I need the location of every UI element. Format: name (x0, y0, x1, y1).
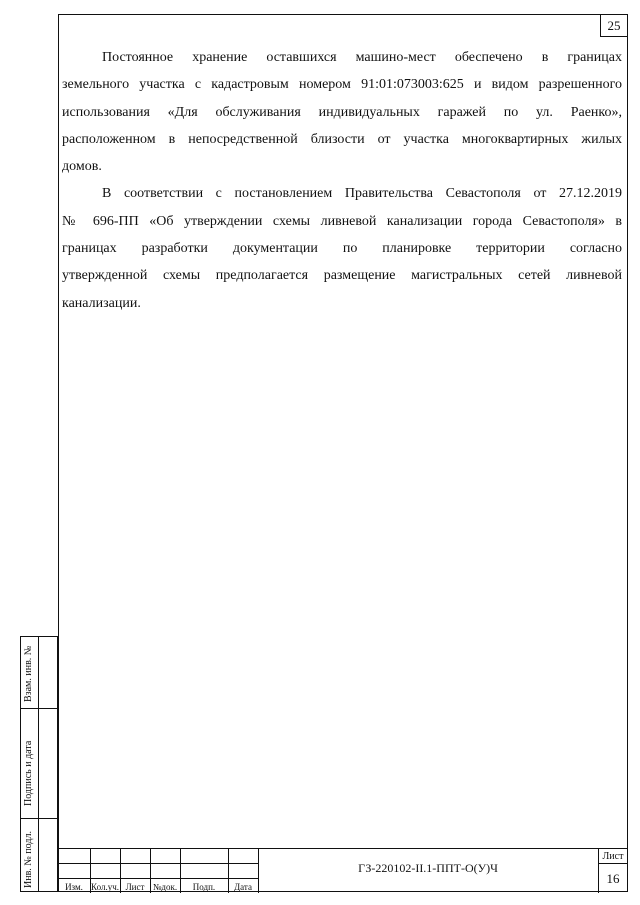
col-ndok-label: №док. (152, 882, 178, 892)
inv-podl-label: Инв. № подл. (23, 831, 34, 888)
title-block (58, 848, 628, 892)
text-line: земельного участка с кадастровым номером 91:01:073003:625 и видом разрешенного (62, 77, 622, 93)
side-stamp-value-column (38, 636, 58, 892)
document-code: ГЗ-220102-II.1-ППТ-О(У)Ч (358, 861, 498, 875)
col-kol-uch-label: Кол.уч. (91, 882, 119, 892)
text-line: Постоянное хранение оставшихся машино-мест обеспечено в границах (102, 50, 622, 65)
col-izm-label: Изм. (65, 882, 83, 892)
podpis-data-label: Подпись и дата (23, 740, 34, 806)
paragraph-1 (62, 44, 622, 180)
text-line: № 696-ПП «Об утверждении схемы ливневой канализации города Севастополя» в (62, 213, 622, 229)
vzam-inv-label: Взам. инв. № (23, 645, 34, 702)
side-stamp-divider (20, 708, 58, 709)
text-line: границах разработки документации по планировке территории согласно (62, 241, 622, 257)
text-line: В соответствии с постановлением Правительства Севастополя от 27.12.2019 (102, 186, 622, 202)
paragraph-2 (62, 180, 622, 316)
col-list-label: Лист (125, 882, 145, 892)
side-stamp (20, 636, 58, 892)
sheet-label: Лист (602, 851, 624, 862)
text-line: канализации. (62, 295, 141, 311)
sheet-divider (598, 863, 628, 864)
col-data-label: Дата (234, 882, 252, 892)
top-page-number-text: 25 (607, 17, 621, 33)
col-podp-label: Подп. (192, 882, 216, 892)
text-line: домов. (62, 159, 102, 175)
side-stamp-divider (20, 818, 58, 819)
document-body (62, 44, 622, 317)
sheet-number: 16 (606, 871, 620, 886)
top-page-number (600, 14, 628, 37)
text-line: расположенном в непосредственной близости от участка многоквартирных жилых (62, 131, 622, 147)
text-line: утвержденной схемы предполагается размещение магистральных сетей ливневой (62, 268, 622, 284)
text-line: использования «Для обслуживания индивидуальных гаражей по ул. Раенко», (62, 104, 622, 120)
